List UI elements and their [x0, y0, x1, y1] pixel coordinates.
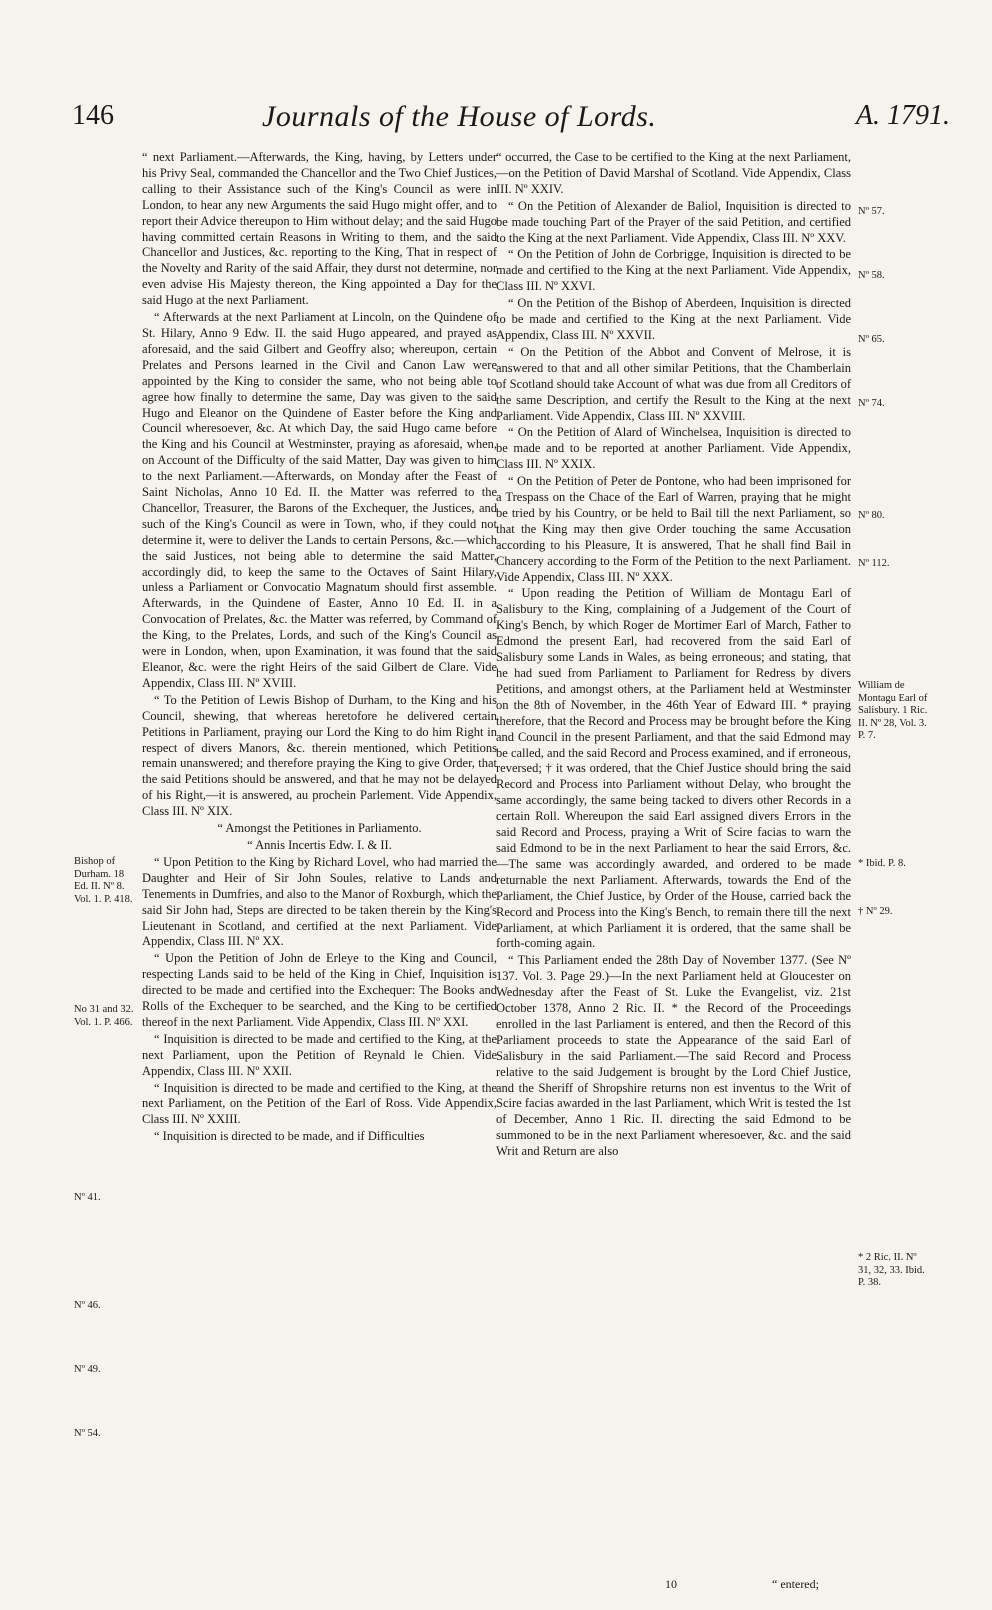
- page-footer: [0, 1577, 992, 1599]
- margin-note: † Nº 29.: [858, 906, 893, 917]
- page-header: [0, 100, 992, 140]
- margin-note: Nº 80.: [858, 510, 885, 521]
- page-number: 146: [72, 100, 114, 131]
- margin-note: Nº 65.: [858, 334, 885, 345]
- paragraph: “ occurred, the Case to be certified to the King at the next Parliament,—on the Petition of David Marshal of Scotland. Vide Appendix, Class III. Nº XXIV.: [496, 150, 851, 196]
- right-column: [496, 150, 851, 1161]
- catchword: “ entered;: [772, 1577, 819, 1591]
- paragraph: “ On the Petition of Alexander de Baliol, Inquisition is directed to be made touching Part of the Prayer of the said Petition, and certified to the King at the next Parliament. Vide Appendix, Class III. Nº XXV.: [496, 198, 851, 245]
- paragraph: “ Inquisition is directed to be made and certified to the King, at the next Parliament, on the Petition of the Earl of Ross. Vide Appendix, Class III. Nº XXIII.: [142, 1080, 497, 1127]
- margin-note: * Ibid. P. 8.: [858, 858, 906, 869]
- paragraph: “ To the Petition of Lewis Bishop of Durham, to the King and his Council, shewing, that whereas heretofore he delivered certain Petitions in Parliament, praying our Lord the King to do him Right in respect of divers Manors, &c. therein mentioned, which Petitions remain unanswered; and therefore praying the King to give Order, that the said Petitions should be answered, and that he may not be delayed of his Right,—it is answered, au prochein Parlement. Vide Appendix, Class III. Nº XIX.: [142, 692, 497, 819]
- section-heading: “ Amongst the Petitiones in Parliamento.: [217, 821, 422, 836]
- paragraph: “ Upon reading the Petition of William de Montagu Earl of Salisbury to the King, complaining of a Judgement of the Court of King's Bench, by which Roger de Mortimer Earl of March, Father to Edmond the present Earl, had recovered from the said Earl of Salisbury some Lands in Wales, as being erroneous; and stating, that he had sued from Parliament to Parliament for Redress by divers Petitions, and amongst others, at the Parliament held at Westminster on the 8th of November, in the 46th Year of Edward III. * praying therefore, that the Record and Process may be brought before the King and Council in the present Parliament, and that the said Edmond may be called, and the said Record and Process examined, and if erroneous, reversed; † it was ordered, that the Chief Justice should bring the said Record and Process into Parliament without Delay, who brought the same accordingly, the same being tacked to divers other Records in a certain Roll. Whereupon the said Earl assigned divers Errors in the said Record and Process, praying a Writ of Scire facias to warn the said Edmond to be in the next Parliament to hear the said Errors, &c.—The same was accordingly awarded, and ordered to be made returnable the next Parliament. Afterwards, towards the End of the Parliament, the Chief Justice, by Order of the House, carried back the Record and Process into the King's Bench, to remain there till the next Parliament, at which Parliament it is ordered, that the same shall be forth-coming again.: [496, 586, 851, 951]
- paragraph: “ Upon the Petition of John de Erleye to the King and Council, respecting Lands said to be held of the King in Chief, Inquisition is directed to be made and certified into the Exchequer: The Books and Rolls of the Exchequer to be searched, and the King to be certified thereof in the next Parliament. Vide Appendix, Class III. Nº XXI.: [142, 951, 497, 1029]
- margin-note: William de Montagu Earl of Salisbury. 1 Ric. II. Nº 28, Vol. 3. P. 7.: [858, 680, 928, 741]
- left-column: [142, 150, 497, 1146]
- paragraph: “ This Parliament ended the 28th Day of November 1377. (See Nº 137. Vol. 3. Page 29.)—In the next Parliament held at Gloucester on Wednesday after the Feast of St. Luke the Evangelist, viz. 21st October 1378, Anno 2 Ric. II. * the Record of the Proceedings enrolled in the last Parliament is entered, and then the Record of this Parliament proceeds to state the Appearance of the said Earl of Salisbury in the said Parliament.—The said Record and Process relative to the said Judgement is brought by the Lord Chief Justice, and the Sheriff of Shropshire returns non est inventus to the Writ of Scire facias awarded in the last Parliament, which Writ is tested the 1st of December, Anno 1 Ric. II. directing the said Edmond to be summoned to be in the next Parliament wheresoever, &c. and the said Writ and Return are also: [496, 953, 851, 1159]
- margin-note: Nº 54.: [74, 1428, 101, 1439]
- margin-note: Nº 57.: [858, 206, 885, 217]
- margin-note: Nº 112.: [858, 558, 890, 569]
- margin-note: Nº 49.: [74, 1364, 101, 1375]
- paragraph: “ On the Petition of Alard of Winchelsea, Inquisition is directed to be made and to be reported at another Parliament. Vide Appendix, Class III. Nº XXIX.: [496, 425, 851, 472]
- margin-note: Nº 74.: [858, 398, 885, 409]
- paragraph: “ On the Petition of Peter de Pontone, who had been imprisoned for a Trespass on the Chace of the Earl of Warren, praying that he might be tried by his Country, or be held to Bail till the next Parliament, so that the King may then give Order touching the same Accusation according to his Pleasure, It is answered, That he shall find Bail in Chancery according to the Form of the Petition to the next Parliament. Vide Appendix, Class III. Nº XXX.: [496, 474, 851, 584]
- running-title: Journals of the House of Lords.: [262, 100, 657, 133]
- margin-note: Nº 41.: [74, 1192, 101, 1203]
- margin-note: Nº 46.: [74, 1300, 101, 1311]
- margin-note: No 31 and 32. Vol. 1. P. 466.: [74, 1004, 134, 1028]
- signature-mark: 10: [665, 1577, 677, 1591]
- year-heading: A. 1791.: [855, 100, 950, 131]
- paragraph: “ Upon Petition to the King by Richard Lovel, who had married the Daughter and Heir of Sir John Soules, relative to Lands and Tenements in Dumfries, and also to the Manor of Roxburgh, which the said Sir John had, Steps are directed to be taken therein by the King's Lieutenant in Scotland, and certified at the next Parliament. Vide Appendix, Class III. Nº XX.: [142, 854, 497, 949]
- paragraph: “ On the Petition of the Bishop of Aberdeen, Inquisition is directed to be made and certified to the King at the next Parliament. Vide Appendix, Class III. Nº XXVII.: [496, 296, 851, 342]
- margin-note: Nº 58.: [858, 270, 885, 281]
- section-subheading: “ Annis Incertis Edw. I. & II.: [247, 837, 392, 852]
- margin-note: Bishop of Durham. 18 Ed. II. Nº 8. Vol. 1. P. 418.: [74, 856, 133, 905]
- margin-note: * 2 Ric. II. Nº 31, 32, 33. Ibid. P. 38.: [858, 1252, 925, 1288]
- paragraph: “ Inquisition is directed to be made, and if Difficulties: [154, 1129, 425, 1144]
- paragraph: “ On the Petition of John de Corbrigge, Inquisition is directed to be made and certified to the King at the next Parliament. Vide Appendix, Class III. Nº XXVI.: [496, 247, 851, 294]
- paragraph: “ next Parliament.—Afterwards, the King, having, by Letters under his Privy Seal, commanded the Chancellor and the Two Chief Justices, calling to their Assistance such of the King's Council as were in London, to hear any new Arguments the said Hugo might offer, and to report their Advice thereupon to Him without delay; and the said Hugo having committed certain Reasons in Writing to them, and the said Chancellor and Justices, &c. reporting to the King, That in respect of the Novelty and Rarity of the said Affair, they durst not determine, nor even advise His Majesty thereon, the King appointed a Day for the said Hugo at the next Parliament.: [142, 150, 497, 308]
- paragraph: “ Inquisition is directed to be made and certified to the King, at the next Parliament, upon the Petition of Reynald le Chien. Vide Appendix, Class III. Nº XXII.: [142, 1031, 497, 1078]
- paragraph: “ Afterwards at the next Parliament at Lincoln, on the Quindene of St. Hilary, Anno 9 Edw. II. the said Hugo appeared, and prayed as aforesaid, and the said Gilbert and Geoffry also; whereupon, certain Prelates and Persons learned in the Civil and Canon Law were appointed by the King to consider the same, who not being able to agree how finally to determine the same, Day was given to the said Hugo and Eleanor on the Quindene of Easter before the King and Council wheresoever, &c. At which Day, the said Hugo came before the King and his Council at Westminster, praying as aforesaid, when, on Account of the Difficulty of the said Matter, Day was given to him to the next Parliament.—Afterwards, on Monday after the Feast of Saint Nicholas, Anno 10 Ed. II. the Matter was referred to the Chancellor, Treasurer, the Barons of the Exchequer, the Justices, and such of the King's Council as were in Town, who, if they could not determine it, were to deliver the Lands to certain Persons, &c.—which the said Justices, not being able to determine the said Matter, accordingly did, to keep the same to the Octaves of Saint Hilary, unless a Parliament or Convocatio Magnatum should first assemble. Afterwards, in the Quindene of Easter, Anno 10 Ed. II. in a Convocation of Prelates, &c. the Matter was referred, by Command of the King, to the Prelates, Lords, and such of the King's Council as were in London, when, upon Examination, it was found that the said Eleanor, &c. were the right Heirs of the said Gilbert de Clare. Vide Appendix, Class III. Nº XVIII.: [142, 310, 497, 690]
- paragraph: “ On the Petition of the Abbot and Convent of Melrose, it is answered to that and all other similar Petitions, that the Chamberlain of Scotland should take Account of what was due from all Creditors of the same Description, and certify the Result to the King at the next Parliament. Vide Appendix, Class III. Nº XXVIII.: [496, 344, 851, 423]
